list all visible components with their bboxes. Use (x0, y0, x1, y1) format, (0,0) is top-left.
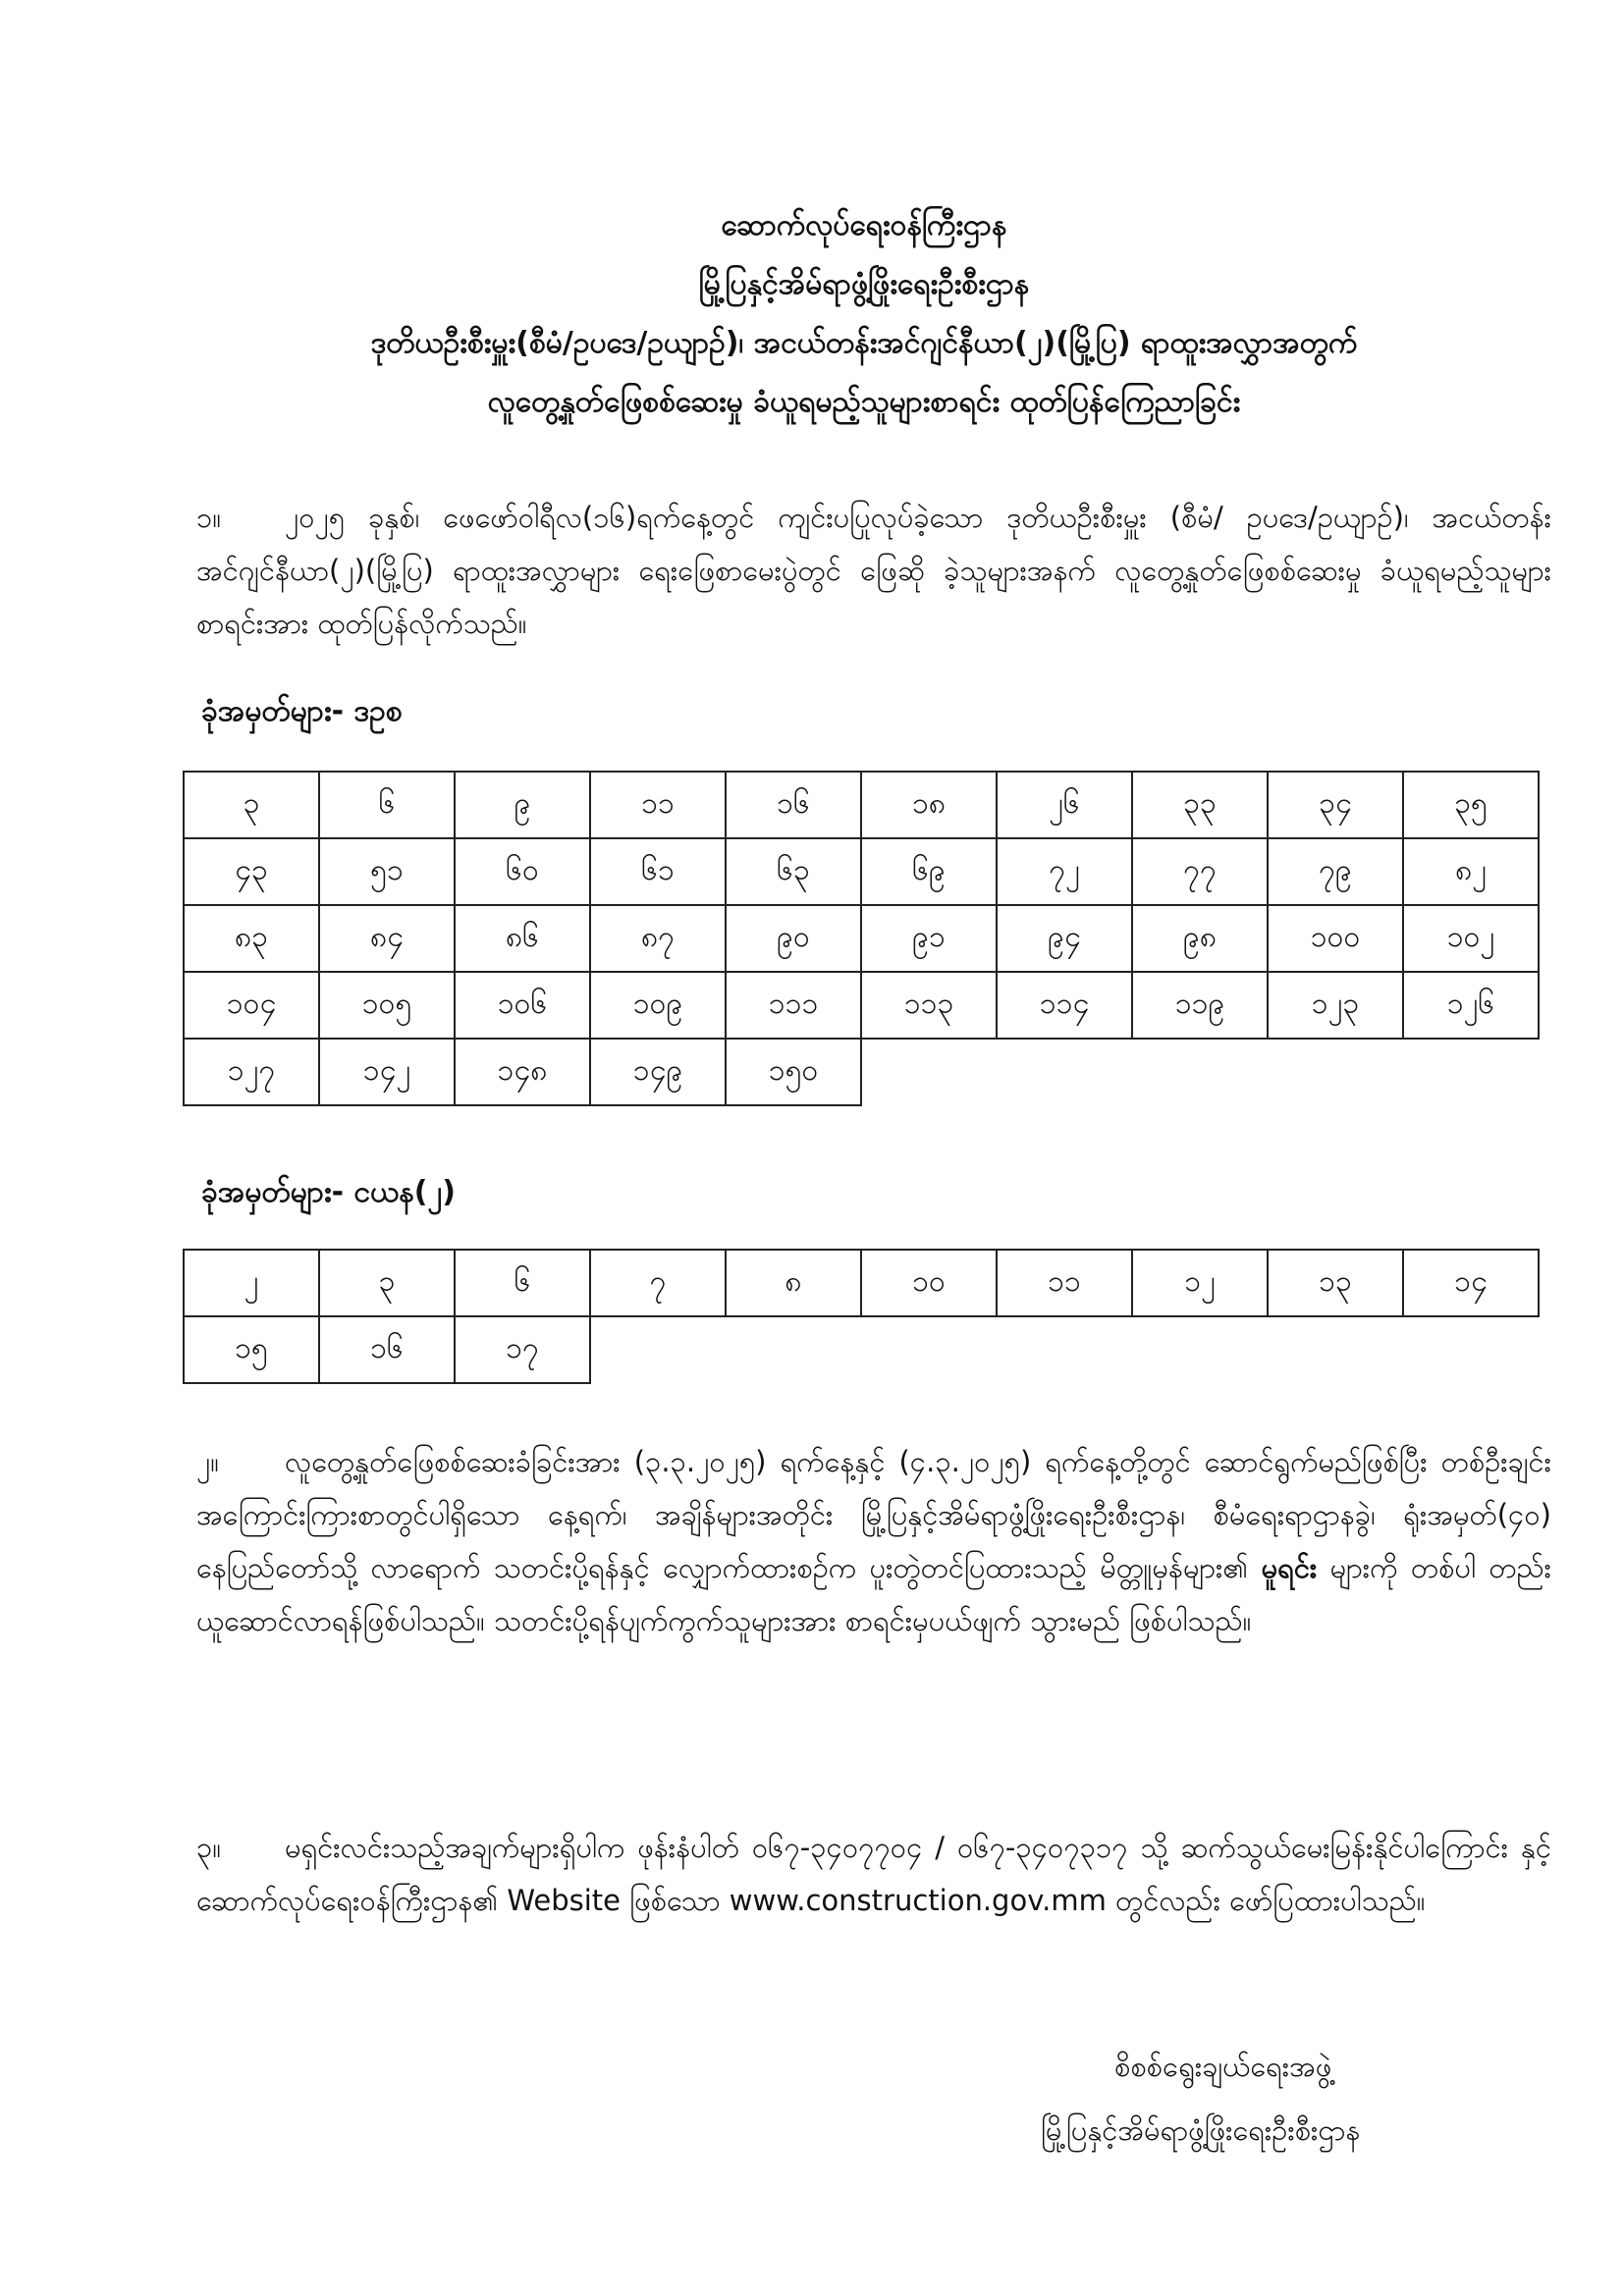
seat-number-cell: ၁၁ (590, 772, 726, 838)
seat-number-cell: ၁၃ (1268, 1250, 1403, 1316)
seat-number-cell: ၁၅ (184, 1316, 319, 1383)
seat-number-cell: ၁၂၇ (184, 1039, 319, 1105)
paragraph-3 (196, 1821, 1551, 1927)
seat-number-cell: ၁၄၂ (319, 1039, 455, 1105)
seat-number-cell: ၁၀၅ (319, 972, 455, 1039)
signature-line-1: စိစစ်ရွေးချယ်ရေးအဖွဲ့ (1114, 2050, 1332, 2083)
seat-number-cell: ၁၀၉ (590, 972, 726, 1039)
seat-numbers-label-2: ခုံအမှတ်များ- ငယန(၂) (201, 1175, 456, 1209)
seat-number-cell: ၃၄ (1268, 772, 1403, 838)
seat-number-cell: ၁၀၆ (455, 972, 590, 1039)
position-title: ဒုတိယဦးစီးမှူး(စီမံ/ဥပဒေ/ဥယျာဉ်)၊ အငယ်တန်းအင်ဂျင်နီယာ(၂)(မြို့ပြ) ရာထူးအလွှာအတွက် (370, 326, 1358, 360)
seat-number-cell: ၉၀ (726, 905, 861, 972)
seat-number-cell: ၁၄ (1403, 1250, 1539, 1316)
seat-number-cell: ၃၃ (1132, 772, 1268, 838)
paragraph-number: ၃။ (196, 1831, 222, 1864)
seat-number-cell: ၁၁ (997, 1250, 1132, 1316)
seat-number-cell: ၄၃ (184, 838, 319, 905)
seat-number-cell: ၃ (184, 772, 319, 838)
seat-number-cell: ၈၃ (184, 905, 319, 972)
seat-number-cell: ၃၅ (1403, 772, 1539, 838)
table-row (184, 1250, 1539, 1316)
seat-number-cell: ၁၈ (861, 772, 997, 838)
seat-number-cell: ၂၆ (997, 772, 1132, 838)
seat-number-cell: ၁၁၃ (861, 972, 997, 1039)
seat-number-cell: ၆၃ (726, 838, 861, 905)
seat-number-cell: ၈၇ (590, 905, 726, 972)
seat-number-cell: ၁၆ (726, 772, 861, 838)
empty-cell (997, 1316, 1132, 1383)
empty-cell (861, 1316, 997, 1383)
seat-number-cell: ၁၅၀ (726, 1039, 861, 1105)
seat-number-cell: ၁၄၈ (455, 1039, 590, 1105)
empty-cell (1403, 1316, 1539, 1383)
seat-number-cell: ၇ (590, 1250, 726, 1316)
seat-number-cell: ၉၁ (861, 905, 997, 972)
seat-number-cell: ၁၂ (1132, 1250, 1268, 1316)
signature-line-2: မြို့ပြနှင့်အိမ်ရာဖွံ့ဖြိုးရေးဦးစီးဌာန (1041, 2113, 1361, 2147)
seat-number-cell: ၃ (319, 1250, 455, 1316)
seat-number-cell: ၂ (184, 1250, 319, 1316)
paragraph-number: ၂။ (196, 1445, 220, 1478)
empty-cell (1403, 1039, 1539, 1105)
seat-number-cell: ၉ (455, 772, 590, 838)
seat-number-cell: ၆၁ (590, 838, 726, 905)
paragraph-1 (196, 491, 1551, 650)
seat-number-cell: ၆၉ (861, 838, 997, 905)
department-title: မြို့ပြနှင့်အိမ်ရာဖွံ့ဖြိုးရေးဦးစီးဌာန (698, 267, 1030, 301)
document-header (177, 196, 1551, 432)
seat-number-cell: ၇၉ (1268, 838, 1403, 905)
empty-cell (1268, 1316, 1403, 1383)
table-row (184, 1039, 1539, 1105)
seat-number-cell: ၈ (726, 1250, 861, 1316)
seat-number-cell: ၉၄ (997, 905, 1132, 972)
empty-cell (1132, 1039, 1268, 1105)
empty-cell (590, 1316, 726, 1383)
table-row (184, 1316, 1539, 1383)
seat-number-cell: ၁၁၁ (726, 972, 861, 1039)
seat-number-cell: ၁၁၉ (1132, 972, 1268, 1039)
seat-number-cell: ၁၆ (319, 1316, 455, 1383)
seat-number-cell: ၁၂၃ (1268, 972, 1403, 1039)
table-row (184, 972, 1539, 1039)
seat-number-cell: ၁၀၀ (1268, 905, 1403, 972)
empty-cell (997, 1039, 1132, 1105)
table-row (184, 905, 1539, 972)
seat-number-cell: ၅၁ (319, 838, 455, 905)
seat-number-cell: ၁၀၄ (184, 972, 319, 1039)
seat-number-cell: ၇၂ (997, 838, 1132, 905)
seat-number-cell: ၁၀ (861, 1250, 997, 1316)
seat-number-cell: ၇၇ (1132, 838, 1268, 905)
paragraph-2 (196, 1435, 1551, 1647)
ministry-title: ဆောက်လုပ်ရေးဝန်ကြီးဌာန (721, 208, 1007, 242)
seat-number-cell: ၉၈ (1132, 905, 1268, 972)
seat-number-cell: ၈၄ (319, 905, 455, 972)
seat-numbers-table-2 (183, 1249, 1540, 1384)
seat-number-cell: ၁၄၉ (590, 1039, 726, 1105)
seat-number-cell: ၆ (455, 1250, 590, 1316)
paragraph-text: ၂၀၂၅ ခုနှစ်၊ ဖေဖော်ဝါရီလ(၁၆)ရက်နေ့တွင် ကျင်းပပြုလုပ်ခဲ့သော ဒုတိယဦးစီးမှူး (စီမံ/ ဥပဒေ/ဥယျာဉ်)၊ အငယ်တန်းအင်ဂျင်နီယာ(၂)(မြို့ပြ) ရာထူးအလွှာများ ရေးဖြေစာမေးပွဲတွင် ဖြေဆို ခဲ့သူများအနက် လူတွေ့နှုတ်ဖြေစစ်ဆေးမှု ခံယူရမည့်သူများ စာရင်းအား ထုတ်ပြန်လိုက်သည်။ (196, 501, 1551, 640)
empty-cell (726, 1316, 861, 1383)
paragraph-number: ၁။ (196, 501, 222, 534)
seat-number-cell: ၈၆ (455, 905, 590, 972)
table-row (184, 772, 1539, 838)
seat-number-cell: ၆ (319, 772, 455, 838)
empty-cell (1132, 1316, 1268, 1383)
emphasized-word: မူရင်း (1261, 1551, 1318, 1584)
seat-number-cell: ၆၀ (455, 838, 590, 905)
paragraph-text: မရှင်းလင်းသည့်အချက်များရှိပါက ဖုန်းနံပါတ် ၀၆၇-၃၄၀၇၇၀၄ / ၀၆၇-၃၄၀၇၃၁၇ သို့ ဆက်သွယ်မေးမြန်းနိုင်ပါကြောင်း နှင့် ဆောက်လုပ်ရေးဝန်ကြီးဌာန၏ Website ဖြစ်သော www.construction.gov.mm တွင်လည်း ဖော်ပြထားပါသည်။ (196, 1831, 1551, 1917)
table-row (184, 838, 1539, 905)
seat-number-cell: ၁၀၂ (1403, 905, 1539, 972)
paragraph-text-cont: များကို တစ်ပါ တည်းယူဆောင်လာရန်ဖြစ်ပါသည်။ သတင်းပို့ရန်ပျက်ကွက်သူများအား စာရင်းမှပယ်ဖျက် သွားမည် ဖြစ်ပါသည်။ (196, 1551, 1552, 1637)
empty-cell (861, 1039, 997, 1105)
empty-cell (1268, 1039, 1403, 1105)
seat-number-cell: ၁၂၆ (1403, 972, 1539, 1039)
seat-number-cell: ၁၁၄ (997, 972, 1132, 1039)
seat-number-cell: ၁၇ (455, 1316, 590, 1383)
announcement-title: လူတွေ့နှုတ်ဖြေစစ်ဆေးမှု ခံယူရမည့်သူများစာရင်း ထုတ်ပြန်ကြေညာခြင်း (487, 385, 1241, 419)
paragraph-text: လူတွေ့နှုတ်ဖြေစစ်ဆေးခံခြင်းအား (၃.၃.၂၀၂၅) ရက်နေ့နှင့် (၄.၃.၂၀၂၅) ရက်နေ့တို့တွင် ဆောင်ရွက်မည်ဖြစ်ပြီး တစ်ဦးချင်းအကြောင်းကြားစာတွင်ပါရှိသော နေ့ရက်၊ အချိန်များအတိုင်း မြို့ပြနှင့်အိမ်ရာဖွံ့ဖြိုးရေးဦးစီးဌာန၊ စီမံရေးရာဌာနခွဲ၊ ရုံးအမှတ်(၄၀) နေပြည်တော်သို့ လာရောက် သတင်းပို့ရန်နှင့် လျှောက်ထားစဉ်က ပူးတွဲတင်ပြထားသည့် မိတ္တူမှန်များ၏ (196, 1445, 1551, 1584)
seat-numbers-table-1 (183, 771, 1540, 1106)
seat-number-cell: ၈၂ (1403, 838, 1539, 905)
seat-numbers-label-1: ခုံအမှတ်များ- ဒဥစ (201, 694, 403, 728)
